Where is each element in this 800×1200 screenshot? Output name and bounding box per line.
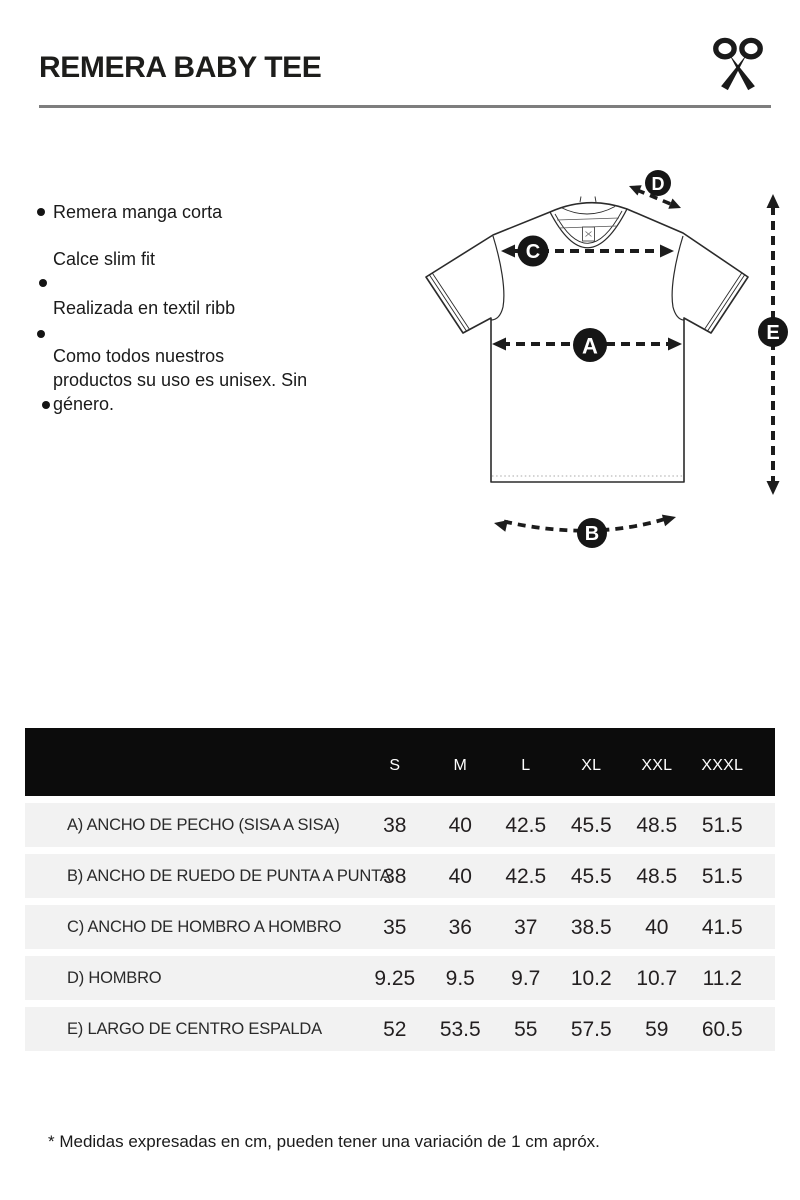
cell-value: 45.5 — [570, 865, 612, 888]
cell-value: 42.5 — [505, 814, 547, 837]
cell-value: 59 — [645, 1018, 669, 1041]
cell-value: 40 — [448, 865, 472, 888]
cell-value: 9.5 — [445, 967, 475, 990]
table-row — [25, 956, 775, 1000]
svg-text:C: C — [525, 241, 541, 263]
feature-item: Calce slim fit — [53, 249, 156, 269]
row-label: A) ANCHO DE PECHO (SISA A SISA) — [67, 815, 340, 834]
feature-item: Remera manga corta — [53, 202, 223, 222]
bullet-dot — [37, 330, 45, 338]
svg-text:E: E — [766, 322, 780, 344]
row-label: B) ANCHO DE RUEDO DE PUNTA A PUNTA — [67, 866, 391, 885]
cell-value: 53.5 — [439, 1018, 481, 1041]
bullet-dot — [37, 208, 45, 216]
page-title: REMERA BABY TEE — [39, 51, 322, 84]
cell-value: 35 — [383, 916, 407, 939]
size-column-xl: XL — [581, 757, 602, 774]
svg-text:D: D — [651, 174, 665, 194]
row-label: C) ANCHO DE HOMBRO A HOMBRO — [67, 917, 342, 936]
feature-item: Como todos nuestros productos su uso es unisex. Sin género. — [53, 346, 308, 414]
cell-value: 10.7 — [636, 967, 678, 990]
cell-value: 36 — [448, 916, 472, 939]
scissors-icon — [709, 36, 767, 94]
cell-value: 51.5 — [701, 865, 743, 888]
bullet-dot — [39, 279, 47, 287]
cell-value: 48.5 — [636, 865, 678, 888]
size-column-xxxl: XXXL — [701, 757, 744, 774]
cell-value: 52 — [383, 1018, 407, 1041]
cell-value: 57.5 — [570, 1018, 612, 1041]
svg-text:A: A — [582, 333, 598, 359]
row-label: E) LARGO DE CENTRO ESPALDA — [67, 1019, 322, 1038]
size-column-xxl: XXL — [641, 757, 673, 774]
table-row — [25, 1007, 775, 1051]
table-row — [25, 803, 775, 847]
cell-value: 60.5 — [701, 1018, 743, 1041]
cell-value: 42.5 — [505, 865, 547, 888]
cell-value: 10.2 — [570, 967, 612, 990]
table-row — [25, 854, 775, 898]
bullet-dot — [42, 401, 50, 409]
cell-value: 45.5 — [570, 814, 612, 837]
cell-value: 40 — [448, 814, 472, 837]
measurement-footnote: * Medidas expresadas en cm, pueden tener una variación de 1 cm apróx. — [48, 1132, 600, 1151]
size-table-header — [25, 728, 775, 796]
size-column-l: L — [521, 757, 531, 774]
cell-value: 38 — [383, 865, 407, 888]
cell-value: 41.5 — [701, 916, 743, 939]
cell-value: 51.5 — [701, 814, 743, 837]
cell-value: 9.7 — [511, 967, 541, 990]
cell-value: 55 — [514, 1018, 538, 1041]
cell-value: 38.5 — [570, 916, 612, 939]
cell-value: 38 — [383, 814, 407, 837]
svg-text:B: B — [584, 523, 600, 545]
measure-badge-c — [518, 236, 549, 267]
size-column-s: S — [389, 757, 401, 774]
cell-value: 37 — [514, 916, 538, 939]
measure-badge-a — [573, 328, 607, 362]
cell-value: 48.5 — [636, 814, 678, 837]
measure-badge-d — [645, 170, 671, 196]
cell-value: 9.25 — [374, 967, 416, 990]
feature-item: Realizada en textil ribb — [53, 298, 236, 318]
title-divider — [39, 105, 771, 108]
table-row — [25, 905, 775, 949]
cell-value: 11.2 — [702, 967, 742, 990]
size-table — [25, 728, 775, 1051]
size-column-m: M — [453, 757, 468, 774]
feature-list — [30, 195, 360, 435]
tshirt-measurement-diagram — [400, 150, 800, 570]
measure-badge-e — [758, 317, 788, 347]
row-label: D) HOMBRO — [67, 968, 162, 987]
measure-badge-b — [577, 518, 607, 548]
cell-value: 40 — [645, 916, 669, 939]
